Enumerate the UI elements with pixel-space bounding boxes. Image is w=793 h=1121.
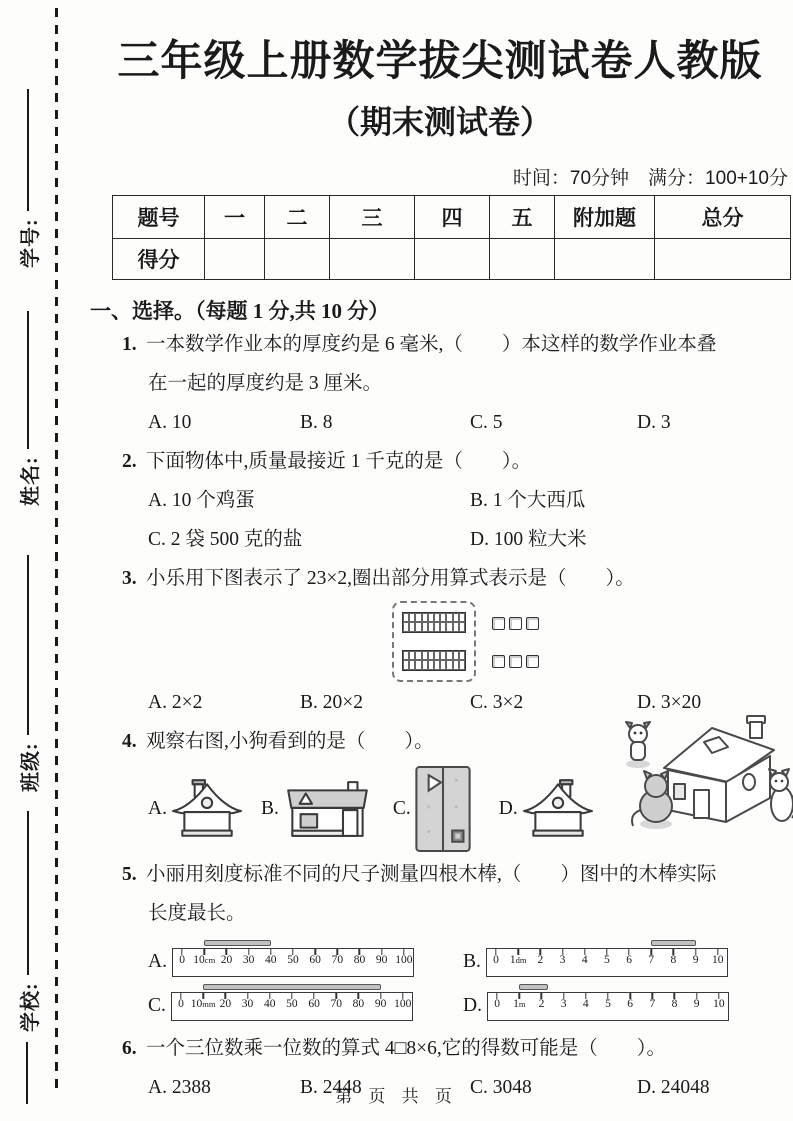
ruler-tick-label: 4 [581,953,588,966]
ruler-tick-label: 70 [330,997,342,1010]
school-field [13,811,43,1032]
ruler-tick-label: 0 [179,953,185,966]
q4-option-b-label: B. [260,797,279,819]
score-table-score-row [113,238,791,279]
question-2-options [148,481,790,559]
ruler-tick-label: 30 [242,953,255,966]
student-id-blank-line [27,89,29,211]
ruler-tick-label: 5 [605,997,611,1010]
q5-option-b-label: B. [463,951,481,973]
q6-option-d: D. 24048 [637,1076,710,1098]
question-4 [90,722,790,855]
ruler-b-dm [486,948,728,977]
ruler-unit-label: cm [204,954,216,965]
question-1-text-line-2: 在一起的厚度约是 3 厘米。 [148,372,383,394]
binding-dashed-line [55,8,58,1088]
unit-cubes-group [492,617,539,668]
tens-block-strip [402,612,466,633]
question-1 [90,325,790,442]
score-cell [265,238,330,279]
ruler-tick-label: 0 [493,953,499,966]
ruler-unit-label: m [518,998,526,1009]
ruler-tick-label: 4 [582,997,589,1010]
ruler-tick-label: 9 [692,953,699,966]
house-with-animals-illustration [616,708,793,836]
question-3-number: 3. [122,567,137,589]
question-1-text: 一本数学作业本的厚度约是 6 毫米,（ ）本这样的数学作业本叠 [146,333,717,355]
school-label: 学校: [19,982,42,1032]
section-1-heading: 一、选择。（每题 1 分,共 10 分） [90,298,390,323]
q4-option-c [393,766,471,852]
ruler-tick-label: 10mm [190,997,216,1010]
ruler-tick-label: 40 [265,953,277,966]
ruler-tick-label: 90 [375,953,388,966]
score-table-header-row [113,195,791,238]
score-cell [330,238,415,279]
score-table [112,195,791,280]
student-id-field [13,89,43,268]
time-score-info: 时间：70分钟 满分：100+10分 [512,167,788,189]
paper-content [90,0,790,1107]
q3-option-c: C. 3×2 [470,691,524,713]
q2-option-d: D. 100 粒大米 [470,528,587,550]
class-blank-line [27,555,29,735]
ruler-d-m [487,992,729,1021]
score-header-total: 总分 [655,195,791,238]
wooden-stick-bar [204,940,271,946]
score-header-5: 五 [490,195,555,238]
question-2-number: 2. [122,450,137,472]
q1-option-b: B. 8 [300,411,333,433]
q5-ruler-row-2 [148,992,790,1021]
wooden-stick-bar [519,984,548,990]
score-header-3: 三 [330,195,415,238]
unit-cube [492,655,505,668]
ruler-tick-label: 60 [309,953,321,966]
ruler-tick-label: 80 [353,953,366,966]
question-3 [90,559,790,722]
ruler-tick-label: 1dm [509,953,527,966]
ruler-tick-label: 8 [670,953,677,966]
ruler-tick-label: 7 [649,997,656,1010]
ruler-tick-label: 2 [538,997,545,1010]
q1-option-a: A. 10 [148,411,192,433]
paper-subtitle: （期末测试卷） [327,103,552,140]
ruler-tick-label: 7 [648,953,655,966]
question-5-number: 5. [122,863,137,885]
question-4-text: 观察右图,小狗看到的是（ ）。 [146,730,434,752]
ruler-tick-label: 2 [537,953,544,966]
unit-cube [492,617,505,630]
ruler-tick-label: 90 [374,997,387,1010]
ruler-tick-label: 100 [394,997,412,1010]
ruler-tick-label: 10cm [193,953,216,966]
house-back-view-c-image [415,766,471,852]
unit-cube [509,655,522,668]
ruler-tick-label: 20 [220,953,233,966]
score-header-2: 二 [265,195,330,238]
house-front-view-a-image [171,778,243,840]
q2-option-a: A. 10 个鸡蛋 [148,489,255,511]
ruler-a-cm [172,948,414,977]
student-id-label: 学号: [19,218,42,268]
question-5 [90,855,790,1021]
ruler-tick-label: 3 [559,953,566,966]
ruler-c-mm [171,992,413,1021]
ruler-tick-label: 50 [287,953,299,966]
house-front-view-d-image [522,778,594,840]
q3-option-a: A. 2×2 [148,691,203,713]
school-blank-line [27,811,29,975]
ruler-tick-label: 50 [286,997,298,1010]
ruler-tick-label: 30 [241,997,254,1010]
ruler-tick-label: 3 [560,997,567,1010]
ruler-tick-label: 8 [671,997,678,1010]
ruler-tick-label: 1m [513,997,526,1010]
house-side-view-b-image [283,778,373,840]
ruler-unit-label: dm [515,954,527,965]
q6-option-a: A. 2388 [148,1076,211,1098]
q5-option-a-label: A. [148,951,167,973]
question-2 [90,442,790,559]
question-5-text-line-2: 长度最长。 [148,902,246,924]
q5-option-d [463,992,790,1021]
q4-option-d [499,778,594,840]
class-field [13,555,43,792]
q2-option-c: C. 2 袋 500 克的盐 [148,528,303,550]
question-2-text: 下面物体中,质量最接近 1 千克的是（ ）。 [146,450,532,472]
ruler-tick-label: 0 [178,997,184,1010]
score-cell [555,238,655,279]
question-6-number: 6. [122,1037,137,1059]
q5-option-d-label: D. [463,995,482,1017]
question-1-number: 1. [122,333,137,355]
ruler-tick-label: 10 [712,953,724,966]
circled-blocks-dashed-box [392,601,476,682]
q5-option-c-label: C. [148,995,166,1017]
score-row-label: 得分 [113,238,205,279]
tens-block-strip [402,650,466,671]
ruler-tick-label: 60 [308,997,320,1010]
score-cell [655,238,791,279]
class-label: 班级: [19,742,42,792]
ruler-tick-label: 100 [395,953,413,966]
q1-option-c: C. 5 [470,411,503,433]
q6-option-b: B. 2448 [300,1076,362,1098]
question-1-options [148,403,790,442]
base-ten-blocks-figure [392,601,790,682]
score-cell [490,238,555,279]
ruler-tick-label: 5 [604,953,610,966]
unit-cube-row [492,655,539,668]
score-header-1: 一 [205,195,265,238]
q5-option-b [463,948,790,977]
student-name-blank-line [27,311,29,449]
question-6-text: 一个三位数乘一位数的算式 4□8×6,它的得数可能是（ ）。 [146,1037,667,1059]
q4-option-c-label: C. [392,797,411,819]
q4-option-b [261,778,373,840]
ruler-tick-label: 9 [693,997,700,1010]
q6-option-c: C. 3048 [470,1076,532,1098]
student-name-label: 姓名: [19,456,42,506]
unit-cube [526,655,539,668]
wooden-stick-bar [651,940,695,946]
q5-ruler-row-1 [148,948,790,977]
student-name-field [13,311,43,506]
unit-cube [509,617,522,630]
question-4-number: 4. [122,730,137,752]
q4-option-a [148,778,243,840]
ruler-tick-label: 70 [331,953,344,966]
q2-option-b: B. 1 个大西瓜 [470,489,586,511]
q3-option-d: D. 3×20 [637,691,702,713]
score-cell [205,238,265,279]
ruler-tick-label: 10 [713,997,725,1010]
ruler-tick-label: 40 [263,997,276,1010]
ruler-unit-label: mm [202,998,216,1009]
question-3-text: 小乐用下图表示了 23×2,圈出部分用算式表示是（ ）。 [146,567,635,589]
question-5-text: 小丽用刻度标准不同的尺子测量四根木棒,（ ）图中的木棒实际 [146,863,717,885]
q5-option-a [148,948,463,977]
score-header-4: 四 [415,195,490,238]
score-header-bonus: 附加题 [555,195,655,238]
ruler-tick-label: 6 [627,997,634,1010]
unit-cube [526,617,539,630]
wooden-stick-bar [203,984,380,990]
paper-title: 三年级上册数学拔尖测试卷人教版 [117,37,763,84]
score-header-question-no: 题号 [113,195,205,238]
q3-option-b: B. 20×2 [300,691,364,713]
q5-option-c [148,992,463,1021]
ruler-tick-label: 0 [494,997,500,1010]
ruler-tick-label: 80 [352,997,365,1010]
score-cell [415,238,490,279]
page-footer: 第 页 共 页 [335,1087,458,1106]
unit-cube-row [492,617,539,630]
ruler-tick-label: 6 [626,953,632,966]
q4-option-a-label: A. [148,797,167,819]
ruler-tick-label: 20 [219,997,232,1010]
q1-option-d: D. 3 [637,411,671,433]
q4-option-d-label: D. [498,797,518,819]
